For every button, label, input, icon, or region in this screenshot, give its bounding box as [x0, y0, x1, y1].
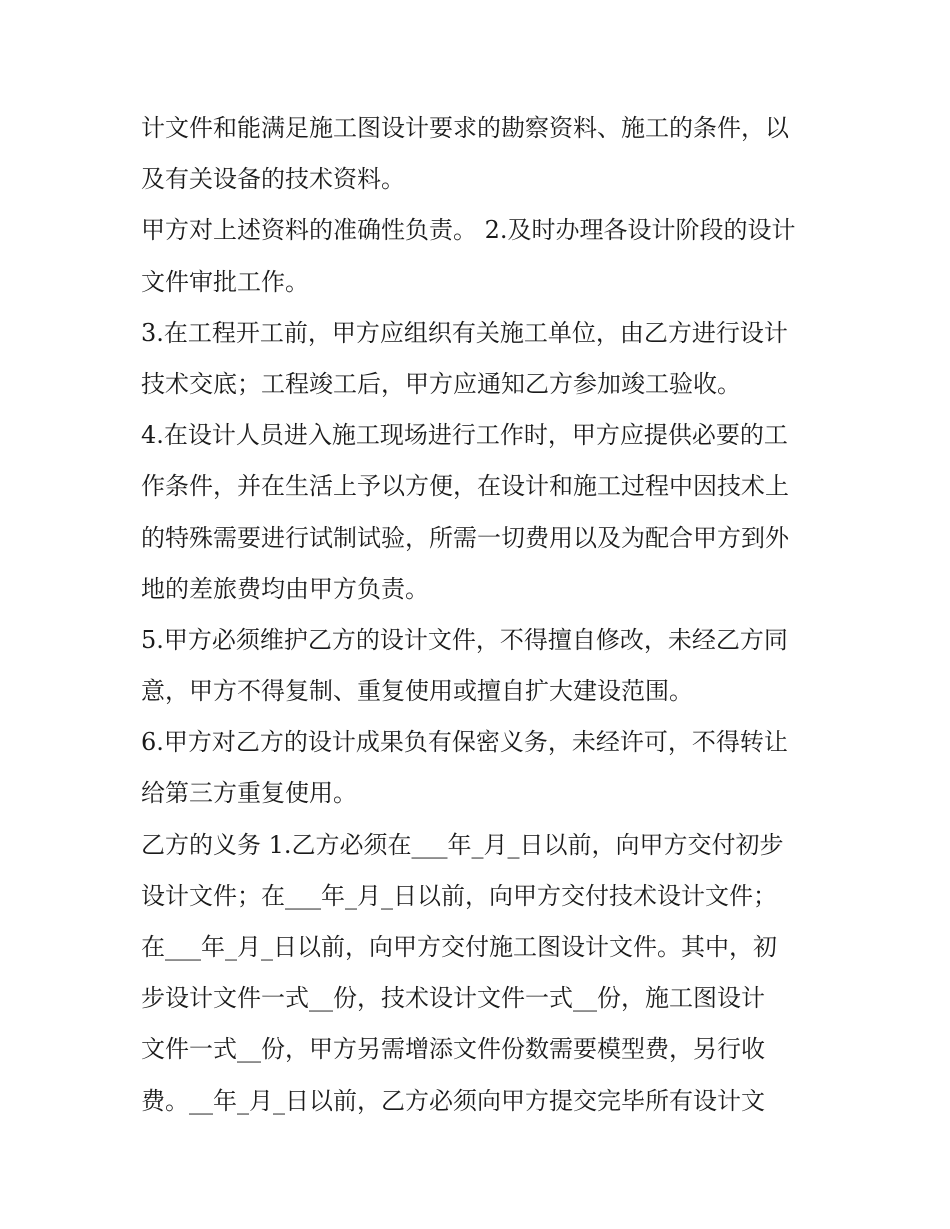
text-line: 计文件和能满足施工图设计要求的勘察资料、施工的条件，以: [141, 114, 789, 142]
contract-body-text: [141, 103, 821, 1127]
text-line: 6.甲方对乙方的设计成果负有保密义务，未经许可，不得转让: [141, 728, 788, 757]
text-line: 步设计文件一式__份，技术设计文件一式__份，施工图设计: [141, 984, 765, 1013]
text-line: 甲方对上述资料的准确性负责。 2.及时办理各设计阶段的设计: [141, 216, 796, 245]
text-line: 地的差旅费均由甲方负责。: [141, 574, 429, 603]
text-line: 作条件，并在生活上予以方便，在设计和施工过程中因技术上: [141, 472, 789, 501]
text-line: 乙方的义务 1.乙方必须在___年_月_日以前，向甲方交付初步: [141, 830, 784, 859]
text-line: 的特殊需要进行试制试验，所需一切费用以及为配合甲方到外: [141, 523, 789, 552]
text-line: 设计文件；在___年_月_日以前，向甲方交付技术设计文件；: [141, 881, 777, 910]
text-line: 及有关设备的技术资料。: [141, 165, 405, 194]
text-line: 给第三方重复使用。: [141, 779, 357, 808]
text-line: 费。__年_月_日以前，乙方必须向甲方提交完毕所有设计文: [141, 1086, 765, 1115]
text-line: 在___年_月_日以前，向甲方交付施工图设计文件。其中，初: [141, 933, 777, 961]
text-line: 意，甲方不得复制、重复使用或擅自扩大建设范围。: [141, 677, 693, 706]
text-line: 4.在设计人员进入施工现场进行工作时，甲方应提供必要的工: [141, 421, 788, 450]
text-line: 文件一式__份，甲方另需增添文件份数需要模型费，另行收: [141, 1035, 765, 1064]
text-line: 5.甲方必须维护乙方的设计文件，不得擅自修改，未经乙方同: [141, 625, 788, 654]
text-line: 技术交底；工程竣工后，甲方应通知乙方参加竣工验收。: [141, 369, 741, 398]
text-line: 文件审批工作。: [141, 267, 309, 296]
text-line: 3.在工程开工前，甲方应组织有关施工单位，由乙方进行设计: [141, 318, 788, 347]
